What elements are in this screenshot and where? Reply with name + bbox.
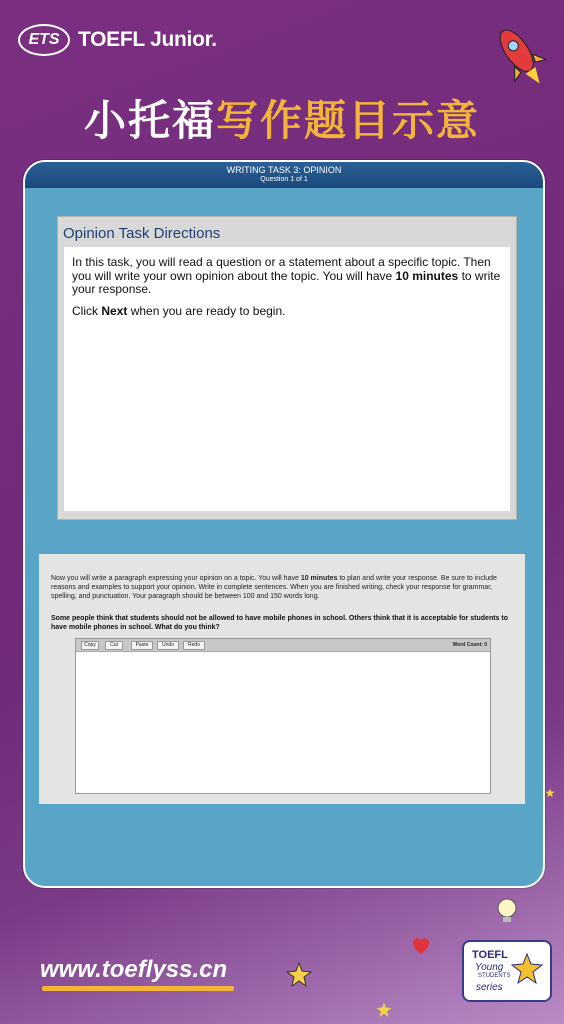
- question-counter: Question 1 of 1: [260, 176, 308, 183]
- toefl-junior-wordmark: TOEFL Junior.: [78, 28, 217, 51]
- copy-button[interactable]: Copy: [81, 641, 99, 650]
- headline-part2: 写作题目示意: [216, 96, 481, 145]
- writing-prompt-question: Some people think that students should not be allowed to have mobile phones in school. Others think that it is acceptable for students to have mobile phones in school. What do you think?: [51, 615, 508, 631]
- directions-click-text: Click: [72, 303, 102, 318]
- directions-card: [57, 216, 517, 520]
- toefl-young-students-series-badge: [462, 940, 552, 1002]
- task-title: WRITING TASK 3: OPINION: [226, 165, 342, 175]
- ets-toefl-junior-logo: [18, 24, 217, 56]
- page-headline: [0, 88, 564, 148]
- badge-series: series: [476, 982, 503, 993]
- small-star-icon: [376, 1002, 392, 1018]
- directions-paragraph-1: [64, 247, 510, 297]
- writing-intro-text: Now you will write a paragraph expressing your opinion on a topic. You will have: [51, 575, 301, 582]
- task-header-bar: [25, 162, 543, 188]
- undo-button[interactable]: Undo: [157, 641, 179, 650]
- directions-ready-text: when you are ready to begin.: [127, 303, 286, 318]
- star-doodle-icon: [286, 962, 312, 988]
- directions-body: [64, 247, 510, 511]
- ets-logo: ETS: [18, 24, 70, 56]
- website-underline: [42, 986, 234, 991]
- heart-doodle-icon: [410, 936, 432, 956]
- directions-paragraph-2: [64, 297, 510, 319]
- directions-text: In this task, you will read a question or a statement about a specific topic. Then you will write your own opinion about the topic. You will have: [72, 255, 491, 283]
- directions-next-word: Next: [101, 303, 128, 318]
- writing-intro-rest: to plan and write your response. Be sure to include reasons and examples to support your opinion. Write in complete sentences. When you are finished writing, check your response for grammar, spelling, and punctuation. Your paragraph should be between 100 and 150 words long.: [51, 575, 497, 600]
- directions-title: Opinion Task Directions: [63, 225, 221, 242]
- redo-button[interactable]: Redo: [183, 641, 205, 650]
- writing-task-card: [39, 554, 525, 804]
- website-url: www.toeflyss.cn: [40, 956, 228, 983]
- word-count: Word Count: 0: [452, 642, 487, 648]
- rocket-icon: [486, 14, 552, 94]
- response-editor: [75, 638, 491, 794]
- directions-text-end: to write your response.: [72, 268, 501, 296]
- badge-students: STUDENTS: [478, 973, 511, 979]
- writing-time-limit: 10 minutes: [300, 575, 338, 582]
- paste-button[interactable]: Paste: [131, 641, 153, 650]
- editor-toolbar: [76, 639, 490, 652]
- star-icon: [510, 952, 544, 986]
- badge-young: Young: [475, 962, 504, 973]
- headline-part1: 小托福: [83, 96, 216, 145]
- writing-instructions: [51, 574, 513, 601]
- directions-time-limit: 10 minutes: [395, 268, 459, 283]
- lightbulb-doodle-icon: [492, 896, 522, 926]
- response-text-area[interactable]: [76, 652, 490, 793]
- cut-button[interactable]: Cut: [105, 641, 123, 650]
- sparkle-icon: [545, 788, 555, 798]
- test-screen-panel: [23, 160, 545, 888]
- badge-toefl: TOEFL: [472, 949, 508, 961]
